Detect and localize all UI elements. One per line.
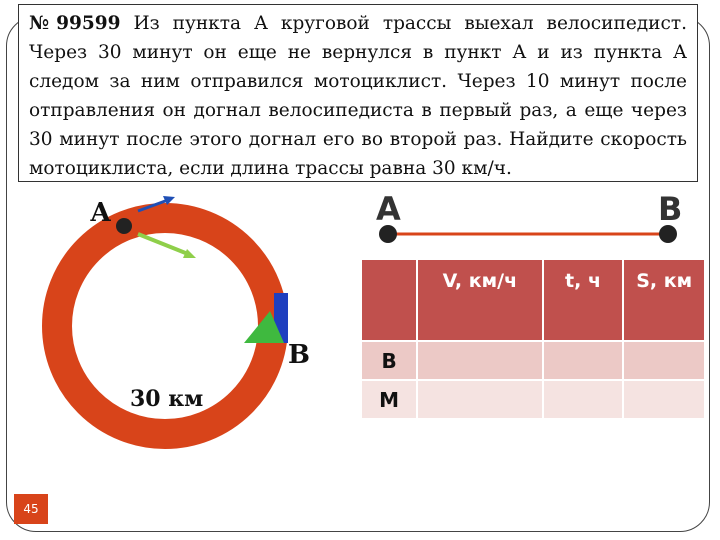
problem-statement: Из пункта А круговой трассы выехал велосипедист. Через 30 минут он еще не вернулся в пункт А и из пункта А следом за ним отправился мотоциклист. Через 10 минут после отправления он догнал велосипедиста в первый раз, а еще через 30 минут после этого догнал его во второй раз. Найдите скорость мотоциклиста, если длина трассы равна 30 км/ч. <box>29 13 687 179</box>
table-header-time: t, ч <box>544 260 623 340</box>
point-a-dot <box>116 218 132 234</box>
page-number-badge: 45 <box>14 494 48 524</box>
point-a-label: А <box>90 198 112 228</box>
track-length-label: 30 км <box>130 386 204 412</box>
table-row-cyclist <box>362 342 704 379</box>
problem-number: №99599 <box>29 13 121 34</box>
table-cell <box>544 381 623 418</box>
row-label-motorcyclist: М <box>362 381 416 418</box>
point-b-label: В <box>288 340 310 370</box>
table-cell <box>418 342 541 379</box>
table-row-motorcyclist <box>362 381 704 418</box>
table-header-cell <box>362 260 416 340</box>
data-table <box>360 258 706 420</box>
table-header-velocity: V, км/ч <box>418 260 541 340</box>
row-label-cyclist: В <box>362 342 416 379</box>
motorcyclist-arrow-icon <box>138 234 196 258</box>
table-header-distance: S, км <box>624 260 704 340</box>
table-cell <box>544 342 623 379</box>
table-cell <box>624 342 704 379</box>
table-cell <box>624 381 704 418</box>
segment-left-label: А <box>376 190 401 228</box>
table-cell <box>418 381 541 418</box>
segment-right-label: В <box>658 190 683 228</box>
table-header-row <box>362 260 704 340</box>
